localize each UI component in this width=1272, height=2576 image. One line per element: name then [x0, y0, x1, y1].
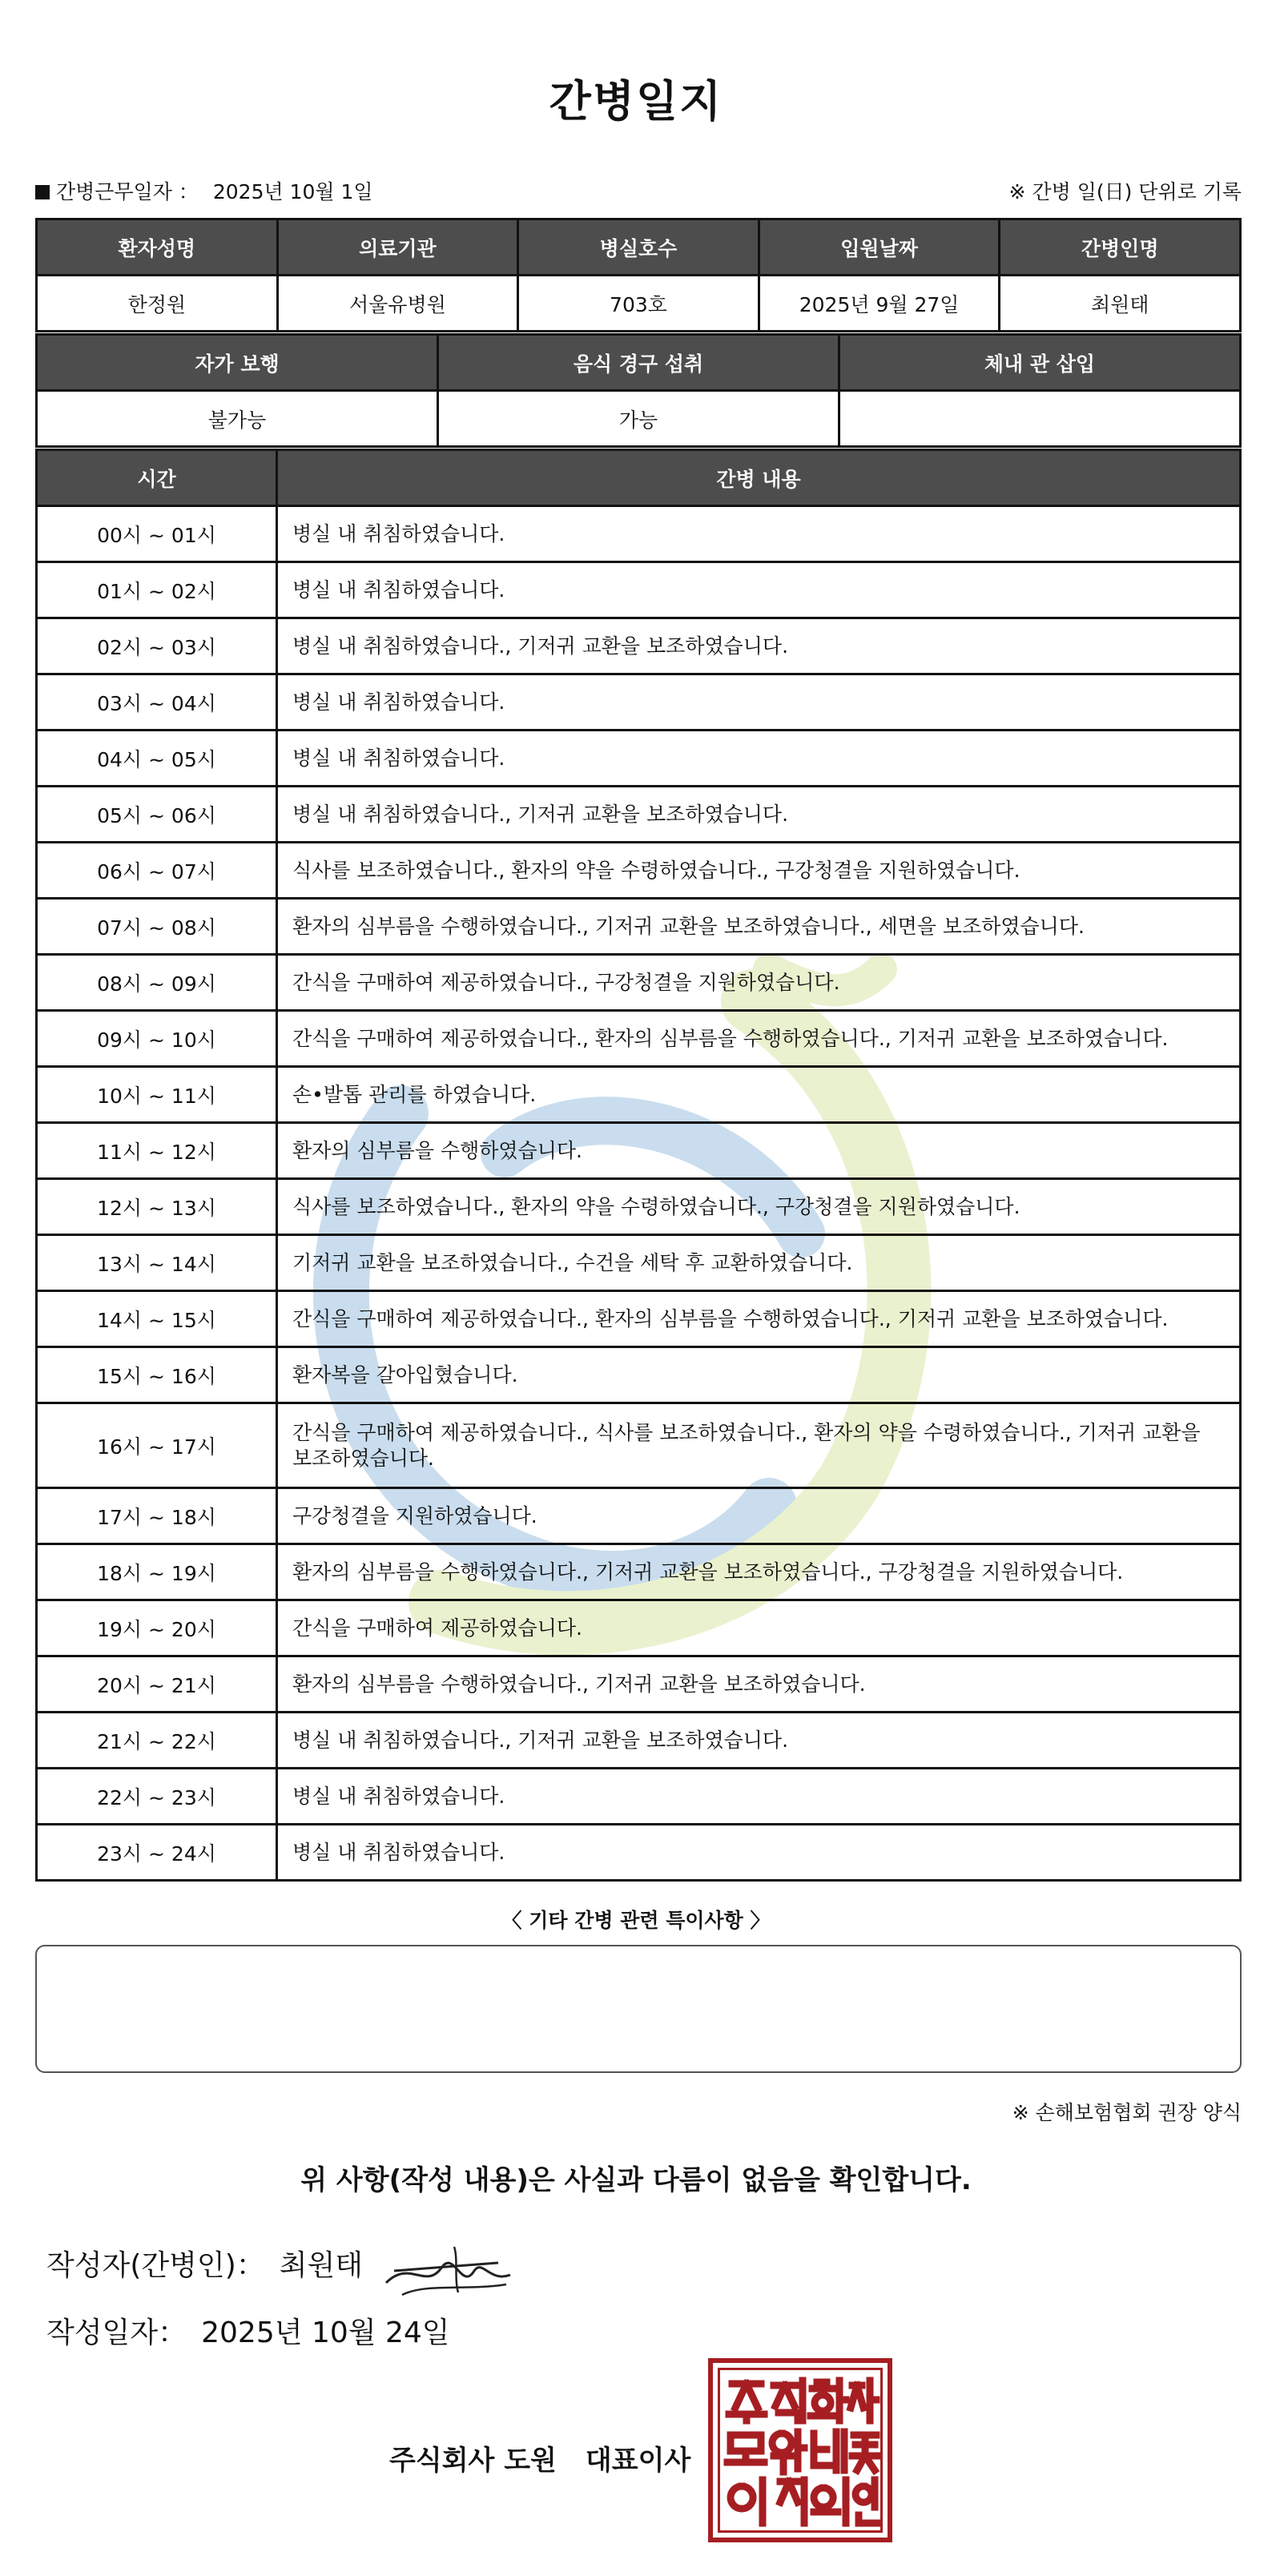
notes-title: 〈 기타 간병 관련 특이사항 〉: [501, 1909, 771, 1932]
log-content-cell: 병실 내 취침하였습니다., 기저귀 교환을 보조하였습니다.: [277, 787, 1241, 843]
table-row: [37, 1825, 1241, 1881]
header-care-content: 간병 내용: [277, 450, 1241, 506]
log-time-cell: 18시 ~ 19시: [37, 1544, 277, 1600]
log-content-cell: 간식을 구매하여 제공하였습니다., 환자의 심부름을 수행하였습니다., 기저귀 교환을 보조하였습니다.: [277, 1011, 1241, 1067]
table-row: [37, 843, 1241, 899]
log-time-cell: 22시 ~ 23시: [37, 1769, 277, 1825]
log-time-cell: 11시 ~ 12시: [37, 1123, 277, 1179]
writer-name: 최원태: [279, 2249, 364, 2282]
log-time-cell: 05시 ~ 06시: [37, 787, 277, 843]
log-content-cell: 간식을 구매하여 제공하였습니다.: [277, 1600, 1241, 1656]
table-row: [37, 731, 1241, 787]
log-time-cell: 20시 ~ 21시: [37, 1656, 277, 1713]
written-date-line: [46, 2310, 450, 2351]
log-time-cell: 06시 ~ 07시: [37, 843, 277, 899]
patient-info-value-row: [37, 276, 1241, 332]
work-date: [35, 176, 373, 205]
patient-status-header-row: [37, 335, 1241, 391]
log-content-cell: 병실 내 취침하였습니다., 기저귀 교환을 보조하였습니다.: [277, 618, 1241, 674]
admission-date: 2025년 9월 27일: [759, 276, 1000, 332]
patient-info-table: [35, 218, 1242, 332]
care-log-table: [35, 449, 1242, 1882]
self-walking-value: 불가능: [37, 391, 438, 447]
table-row: [37, 1291, 1241, 1347]
log-time-cell: 21시 ~ 22시: [37, 1713, 277, 1769]
header-tube-insertion: 체내 관 삽입: [839, 335, 1241, 391]
table-row: [37, 1600, 1241, 1656]
log-time-cell: 03시 ~ 04시: [37, 674, 277, 731]
log-time-cell: 12시 ~ 13시: [37, 1179, 277, 1235]
table-row: [37, 1488, 1241, 1544]
patient-info-header-row: [37, 219, 1241, 276]
header-oral-intake: 음식 경구 섭취: [438, 335, 839, 391]
company-representative: 대표이사: [585, 2445, 691, 2477]
caregiver-name: 최원태: [1000, 276, 1241, 332]
seal-glyphs: [718, 2368, 883, 2533]
log-content-cell: 병실 내 취침하였습니다.: [277, 506, 1241, 562]
log-time-cell: 23시 ~ 24시: [37, 1825, 277, 1881]
header-self-walking: 자가 보행: [37, 335, 438, 391]
handwritten-signature: [378, 2235, 522, 2307]
oral-intake-value: 가능: [438, 391, 839, 447]
log-content-cell: 환자의 심부름을 수행하였습니다., 기저귀 교환을 보조하였습니다.: [277, 1656, 1241, 1713]
written-date-value: 2025년 10월 24일: [201, 2316, 450, 2349]
work-date-value: 2025년 10월 1일: [212, 180, 373, 203]
table-row: [37, 1179, 1241, 1235]
log-time-cell: 00시 ~ 01시: [37, 506, 277, 562]
writer-label: 작성자(간병인)：: [46, 2249, 265, 2282]
header-room-number: 병실호수: [518, 219, 759, 276]
table-row: [37, 1544, 1241, 1600]
header-hospital: 의료기관: [277, 219, 518, 276]
company-seal-stamp: [708, 2358, 892, 2542]
log-content-cell: 식사를 보조하였습니다., 환자의 약을 수령하였습니다., 구강청결을 지원하였습니다.: [277, 1179, 1241, 1235]
notes-box: [35, 1945, 1242, 2073]
writer-line: [46, 2243, 363, 2284]
unit-note: ※ 간병 일(日) 단위로 기록: [1008, 180, 1242, 203]
table-row: [37, 1656, 1241, 1713]
log-content-cell: 병실 내 취침하였습니다.: [277, 674, 1241, 731]
table-row: [37, 1769, 1241, 1825]
patient-name: 한정원: [37, 276, 278, 332]
company-name: 주식회사 도원: [389, 2445, 557, 2477]
table-row: [37, 1347, 1241, 1403]
table-row: [37, 899, 1241, 955]
table-row: [37, 506, 1241, 562]
log-time-cell: 01시 ~ 02시: [37, 562, 277, 618]
written-date-label: 작성일자：: [46, 2316, 187, 2349]
log-content-cell: 간식을 구매하여 제공하였습니다., 구강청결을 지원하였습니다.: [277, 955, 1241, 1011]
table-row: [37, 1235, 1241, 1291]
work-date-label: 간병근무일자 ：: [56, 180, 199, 203]
meta-row: [35, 176, 1242, 208]
table-row: [37, 1011, 1241, 1067]
log-content-cell: 구강청결을 지원하였습니다.: [277, 1488, 1241, 1544]
log-time-cell: 09시 ~ 10시: [37, 1011, 277, 1067]
care-log-body: [37, 506, 1241, 1881]
log-time-cell: 15시 ~ 16시: [37, 1347, 277, 1403]
log-time-cell: 17시 ~ 18시: [37, 1488, 277, 1544]
log-content-cell: 병실 내 취침하였습니다., 기저귀 교환을 보조하였습니다.: [277, 1713, 1241, 1769]
table-row: [37, 674, 1241, 731]
log-content-cell: 간식을 구매하여 제공하였습니다., 식사를 보조하였습니다., 환자의 약을 수령하였습니다., 기저귀 교환을 보조하였습니다.: [277, 1403, 1241, 1488]
log-time-cell: 13시 ~ 14시: [37, 1235, 277, 1291]
header-admission-date: 입원날짜: [759, 219, 1000, 276]
care-log-header-row: [37, 450, 1241, 506]
log-content-cell: 병실 내 취침하였습니다.: [277, 1825, 1241, 1881]
table-row: [37, 1713, 1241, 1769]
log-content-cell: 병실 내 취침하였습니다.: [277, 731, 1241, 787]
table-row: [37, 787, 1241, 843]
log-time-cell: 08시 ~ 09시: [37, 955, 277, 1011]
table-row: [37, 955, 1241, 1011]
log-content-cell: 환자의 심부름을 수행하였습니다., 기저귀 교환을 보조하였습니다., 구강청결을 지원하였습니다.: [277, 1544, 1241, 1600]
page-title: 간병일지: [549, 76, 723, 127]
patient-status-table: [35, 333, 1242, 448]
patient-status-value-row: [37, 391, 1241, 447]
log-time-cell: 04시 ~ 05시: [37, 731, 277, 787]
table-row: [37, 1403, 1241, 1488]
room-number: 703호: [518, 276, 759, 332]
table-row: [37, 1123, 1241, 1179]
log-time-cell: 02시 ~ 03시: [37, 618, 277, 674]
table-row: [37, 562, 1241, 618]
log-content-cell: 환자복을 갈아입혔습니다.: [277, 1347, 1241, 1403]
log-content-cell: 간식을 구매하여 제공하였습니다., 환자의 심부름을 수행하였습니다., 기저귀 교환을 보조하였습니다.: [277, 1291, 1241, 1347]
log-content-cell: 병실 내 취침하였습니다.: [277, 1769, 1241, 1825]
log-time-cell: 16시 ~ 17시: [37, 1403, 277, 1488]
log-time-cell: 14시 ~ 15시: [37, 1291, 277, 1347]
log-content-cell: 기저귀 교환을 보조하였습니다., 수건을 세탁 후 교환하였습니다.: [277, 1235, 1241, 1291]
log-content-cell: 환자의 심부름을 수행하였습니다.: [277, 1123, 1241, 1179]
log-time-cell: 19시 ~ 20시: [37, 1600, 277, 1656]
header-caregiver-name: 간병인명: [1000, 219, 1241, 276]
table-row: [37, 618, 1241, 674]
form-note: ※ 손해보험협회 권장 양식: [1012, 2101, 1242, 2124]
table-row: [37, 1067, 1241, 1123]
tube-insertion-value: [839, 391, 1241, 447]
log-content-cell: 병실 내 취침하였습니다.: [277, 562, 1241, 618]
log-content-cell: 환자의 심부름을 수행하였습니다., 기저귀 교환을 보조하였습니다., 세면을 보조하였습니다.: [277, 899, 1241, 955]
log-time-cell: 10시 ~ 11시: [37, 1067, 277, 1123]
header-patient-name: 환자성명: [37, 219, 278, 276]
log-time-cell: 07시 ~ 08시: [37, 899, 277, 955]
log-content-cell: 식사를 보조하였습니다., 환자의 약을 수령하였습니다., 구강청결을 지원하였습니다.: [277, 843, 1241, 899]
hospital-name: 서울유병원: [277, 276, 518, 332]
company-line: [389, 2438, 690, 2477]
log-content-cell: 손•발톱 관리를 하였습니다.: [277, 1067, 1241, 1123]
confirmation-statement: 위 사항(작성 내용)은 사실과 다름이 없음을 확인합니다.: [300, 2164, 972, 2196]
square-bullet-icon: [35, 185, 50, 199]
header-time: 시간: [37, 450, 277, 506]
